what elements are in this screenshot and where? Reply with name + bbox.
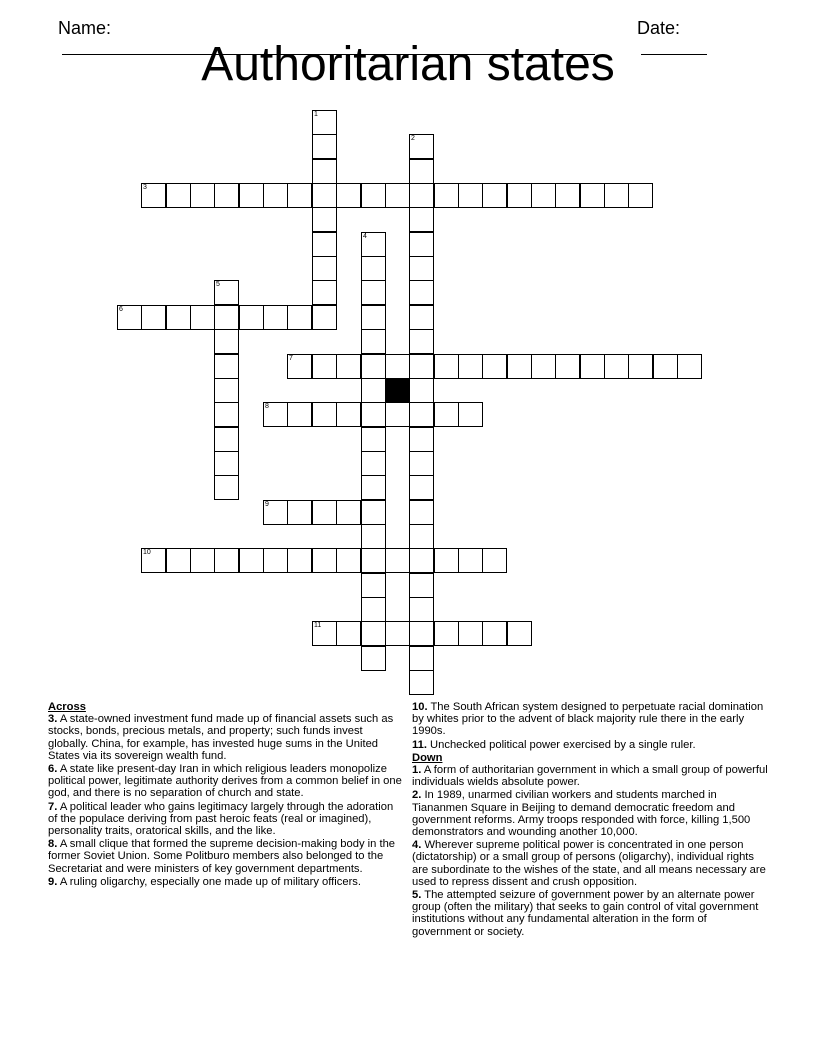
grid-cell[interactable] xyxy=(409,597,434,622)
clue-number: 9 xyxy=(265,501,269,508)
grid-cell[interactable] xyxy=(336,500,361,525)
clue-number: 8 xyxy=(265,403,269,410)
grid-cell[interactable] xyxy=(312,305,337,330)
grid-cell[interactable] xyxy=(409,670,434,695)
grid-cell[interactable] xyxy=(409,378,434,403)
clue-number: 7 xyxy=(289,355,293,362)
grid-cell[interactable] xyxy=(214,378,239,403)
grid-cell[interactable] xyxy=(458,621,483,646)
grid-cell[interactable] xyxy=(434,354,459,379)
grid-cell[interactable] xyxy=(312,232,337,257)
grid-cell[interactable] xyxy=(361,232,386,257)
grid-cell[interactable] xyxy=(409,524,434,549)
grid-cell[interactable] xyxy=(312,183,337,208)
grid-cell[interactable] xyxy=(336,621,361,646)
grid-cell[interactable] xyxy=(190,183,215,208)
grid-cell[interactable] xyxy=(287,183,312,208)
clue-down-4: 4. Wherever supreme political power is concentrated in one person (dictatorship) or a small group of persons (oligarchy), individual rights are subordinate to the wishes of the state, and all means necessary are used to repress dissent and crush opposition. xyxy=(412,839,766,888)
grid-cell[interactable] xyxy=(409,573,434,598)
grid-cell[interactable] xyxy=(361,329,386,354)
grid-cell[interactable] xyxy=(361,475,386,500)
clue-number: 10 xyxy=(143,549,151,556)
grid-cell[interactable] xyxy=(361,427,386,452)
grid-cell[interactable] xyxy=(409,427,434,452)
grid-cell[interactable] xyxy=(580,354,605,379)
grid-cell[interactable] xyxy=(434,621,459,646)
grid-cell[interactable] xyxy=(628,183,653,208)
clue-number: 1 xyxy=(314,111,318,118)
grid-cell[interactable] xyxy=(214,354,239,379)
grid-cell[interactable] xyxy=(214,548,239,573)
clues-column-left xyxy=(48,701,404,889)
grid-cell[interactable] xyxy=(166,183,191,208)
grid-cell[interactable] xyxy=(361,354,386,379)
clue-down-5: 5. The attempted seizure of government power by an alternate power group (often the military) that seeks to gain control of vital government institutions without any fundamental alteration in the form of government or society. xyxy=(412,889,759,938)
grid-cell[interactable] xyxy=(361,646,386,671)
grid-cell[interactable] xyxy=(312,621,337,646)
grid-cell[interactable] xyxy=(361,305,386,330)
grid-cell[interactable] xyxy=(336,548,361,573)
grid-cell[interactable] xyxy=(482,548,507,573)
grid-cell[interactable] xyxy=(409,159,434,184)
grid-cell[interactable] xyxy=(141,305,166,330)
grid-cell[interactable] xyxy=(312,134,337,159)
across-heading: Across xyxy=(48,701,86,713)
grid-cell[interactable] xyxy=(409,402,434,427)
clue-across-3: 3. A state-owned investment fund made up of financial assets such as stocks, bonds, precious metals, and property; such funds invest globally. China, for example, has invested huge sums in the United States via its sovereign wealth fund. xyxy=(48,713,394,762)
grid-cell[interactable] xyxy=(263,402,288,427)
page-title: Authoritarian states xyxy=(201,38,615,91)
grid-cell[interactable] xyxy=(361,500,386,525)
clue-number: 6 xyxy=(119,306,123,313)
grid-cell[interactable] xyxy=(287,402,312,427)
grid-cell[interactable] xyxy=(361,451,386,476)
grid-cell[interactable] xyxy=(336,402,361,427)
grid-cell[interactable] xyxy=(409,256,434,281)
grid-cell[interactable] xyxy=(507,183,532,208)
date-label: Date: xyxy=(637,18,681,38)
grid-cell[interactable] xyxy=(166,548,191,573)
name-label: Name: xyxy=(58,18,112,38)
clue-across-8: 8. A small clique that formed the supreme decision-making body in the former Soviet Union. Some Politburo members also belonged to the Secretariat and were ministers of key government departments. xyxy=(48,838,396,875)
grid-cell[interactable] xyxy=(214,427,239,452)
clue-across-10: 10. The South African system designed to perpetuate racial domination by whites prior to the advent of black majority rule there in the early 1990s. xyxy=(412,701,764,738)
grid-cell[interactable] xyxy=(409,451,434,476)
grid-cell[interactable] xyxy=(312,207,337,232)
grid-cell[interactable] xyxy=(458,183,483,208)
grid-cell[interactable] xyxy=(409,548,434,573)
grid-cell[interactable] xyxy=(336,354,361,379)
grid-cell[interactable] xyxy=(434,548,459,573)
grid-cell[interactable] xyxy=(482,354,507,379)
grid-cell[interactable] xyxy=(385,402,410,427)
clue-across-9: 9. A ruling oligarchy, especially one made up of military officers. xyxy=(48,875,362,888)
grid-cell[interactable] xyxy=(141,548,166,573)
down-heading: Down xyxy=(412,751,443,764)
grid-cell[interactable] xyxy=(555,354,580,379)
grid-cell[interactable] xyxy=(385,183,410,208)
grid-cell[interactable] xyxy=(190,548,215,573)
clue-down-1: 1. A form of authoritarian government in which a small group of powerful individuals wields absolute power. xyxy=(412,764,768,789)
grid-cell[interactable] xyxy=(409,183,434,208)
grid-cell[interactable] xyxy=(117,305,142,330)
grid-cell[interactable] xyxy=(287,354,312,379)
grid-cell[interactable] xyxy=(214,475,239,500)
black-square xyxy=(385,378,410,403)
grid-cell[interactable] xyxy=(361,378,386,403)
grid-cell[interactable] xyxy=(263,548,288,573)
clue-across-11: 11. Unchecked political power exercised by a single ruler. xyxy=(412,738,696,751)
grid-cell[interactable] xyxy=(239,548,264,573)
grid-cell[interactable] xyxy=(312,548,337,573)
clue-number: 3 xyxy=(143,184,147,191)
grid-cell[interactable] xyxy=(239,183,264,208)
clues-column-right xyxy=(412,701,768,939)
grid-cell[interactable] xyxy=(214,305,239,330)
grid-cell[interactable] xyxy=(361,402,386,427)
grid-cell[interactable] xyxy=(312,256,337,281)
grid-cell[interactable] xyxy=(214,451,239,476)
grid-cell[interactable] xyxy=(312,354,337,379)
grid-cell[interactable] xyxy=(409,475,434,500)
grid-cell[interactable] xyxy=(312,280,337,305)
grid-cell[interactable] xyxy=(312,402,337,427)
grid-cell[interactable] xyxy=(628,354,653,379)
grid-cell[interactable] xyxy=(604,354,629,379)
grid-cell[interactable] xyxy=(361,597,386,622)
grid-cell[interactable] xyxy=(434,402,459,427)
grid-cell[interactable] xyxy=(409,232,434,257)
grid-cell[interactable] xyxy=(531,354,556,379)
grid-cell[interactable] xyxy=(531,183,556,208)
grid-cell[interactable] xyxy=(409,646,434,671)
grid-cell[interactable] xyxy=(409,207,434,232)
grid-cell[interactable] xyxy=(361,573,386,598)
grid-cell[interactable] xyxy=(653,354,678,379)
grid-cell[interactable] xyxy=(458,548,483,573)
grid-cell[interactable] xyxy=(677,354,702,379)
grid-cell[interactable] xyxy=(263,500,288,525)
clue-across-6: 6. A state like present-day Iran in which religious leaders monopolize political power, legitimate authority derives from a common belief in one god, and there is no separation of church and state. xyxy=(48,763,402,800)
grid-cell[interactable] xyxy=(409,280,434,305)
grid-cell[interactable] xyxy=(190,305,215,330)
grid-cell[interactable] xyxy=(312,110,337,135)
grid-cell[interactable] xyxy=(604,183,629,208)
grid-cell[interactable] xyxy=(409,621,434,646)
grid-cell[interactable] xyxy=(458,354,483,379)
grid-cell[interactable] xyxy=(214,329,239,354)
clue-down-2: 2. In 1989, unarmed civilian workers and students marched in Tiananmen Square in Beijing to demand democratic freedom and government reforms. Army troops responded with force, killing 1,500 demonstrators and wounding another 10,000. xyxy=(412,789,751,839)
clue-across-7: 7. A political leader who gains legitimacy largely through the adoration of the populace deriving from past heroic feats (real or imagined), personality traits, oratorical skills, and the like. xyxy=(48,800,394,838)
grid-cell[interactable] xyxy=(409,500,434,525)
grid-cell[interactable] xyxy=(263,183,288,208)
grid-cell[interactable] xyxy=(361,524,386,549)
clue-number: 2 xyxy=(411,135,415,142)
grid-cell[interactable] xyxy=(361,280,386,305)
clue-number: 4 xyxy=(363,233,367,240)
grid-cell[interactable] xyxy=(482,183,507,208)
grid-cell[interactable] xyxy=(507,621,532,646)
grid-cell[interactable] xyxy=(141,183,166,208)
grid-cell[interactable] xyxy=(482,621,507,646)
grid-cell[interactable] xyxy=(409,329,434,354)
grid-cell[interactable] xyxy=(361,621,386,646)
grid-cell[interactable] xyxy=(287,305,312,330)
grid-cell[interactable] xyxy=(409,354,434,379)
grid-cell[interactable] xyxy=(336,183,361,208)
grid-cell[interactable] xyxy=(214,183,239,208)
clue-number: 5 xyxy=(216,281,220,288)
grid-cell[interactable] xyxy=(580,183,605,208)
grid-cell[interactable] xyxy=(409,134,434,159)
grid-cell[interactable] xyxy=(312,500,337,525)
grid-cell[interactable] xyxy=(166,305,191,330)
grid-cell[interactable] xyxy=(361,256,386,281)
grid-cell[interactable] xyxy=(287,500,312,525)
clue-number: 11 xyxy=(314,622,322,629)
grid-cell[interactable] xyxy=(409,305,434,330)
grid-cell[interactable] xyxy=(239,305,264,330)
grid-cell[interactable] xyxy=(555,183,580,208)
grid-cell[interactable] xyxy=(434,183,459,208)
grid-cell[interactable] xyxy=(287,548,312,573)
grid-cell[interactable] xyxy=(312,159,337,184)
grid-cell[interactable] xyxy=(458,402,483,427)
grid-cell[interactable] xyxy=(507,354,532,379)
grid-cell[interactable] xyxy=(385,548,410,573)
grid-cell[interactable] xyxy=(214,402,239,427)
grid-cell[interactable] xyxy=(214,280,239,305)
grid-cell[interactable] xyxy=(361,548,386,573)
grid-cell[interactable] xyxy=(361,183,386,208)
grid-cell[interactable] xyxy=(263,305,288,330)
grid-cell[interactable] xyxy=(385,621,410,646)
grid-cell[interactable] xyxy=(385,354,410,379)
